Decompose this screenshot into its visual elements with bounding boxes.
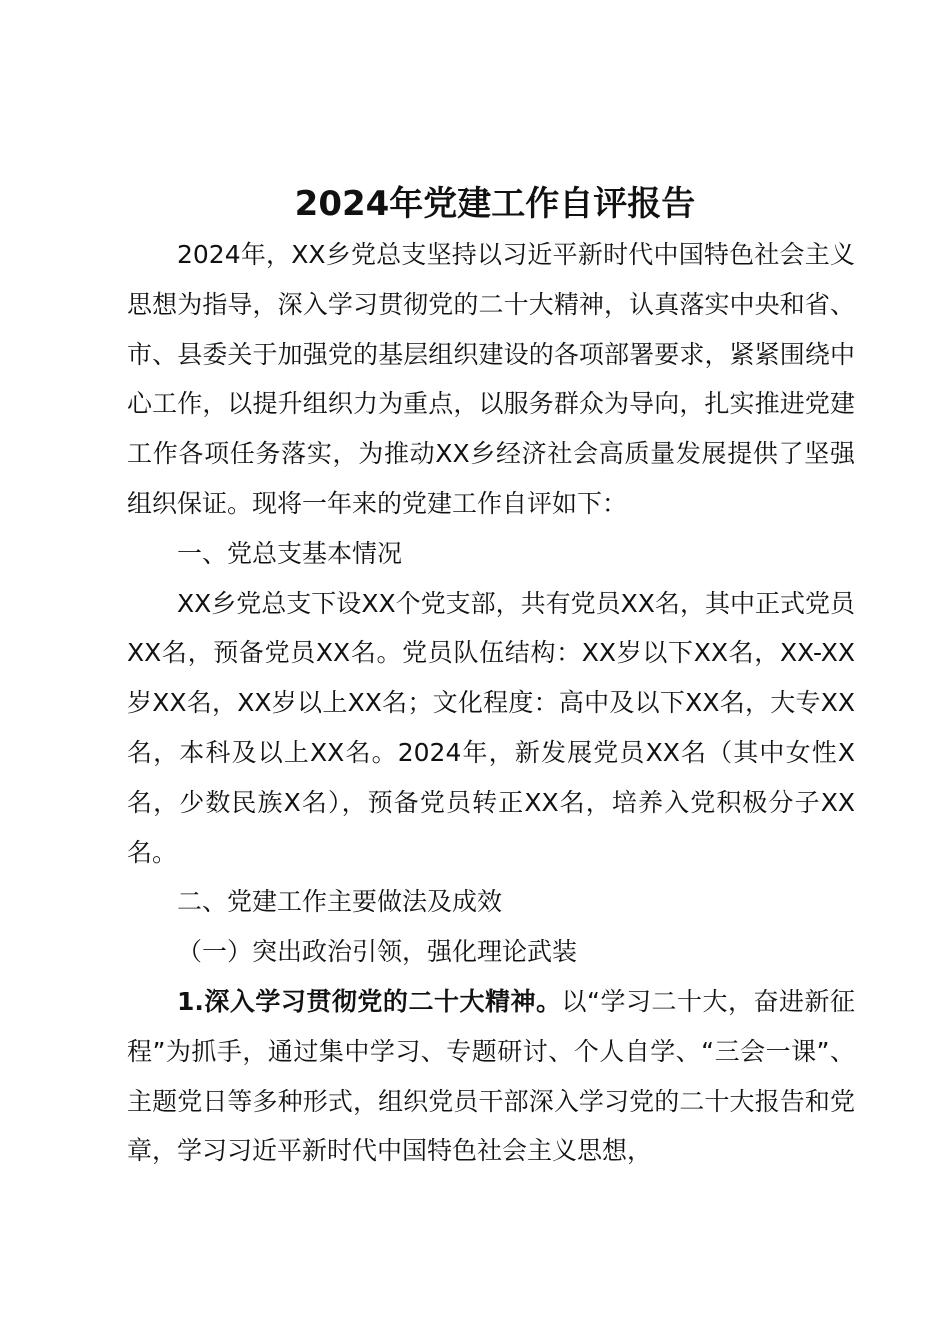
- document-title: 2024年党建工作自评报告: [294, 184, 696, 224]
- item-1-body: 以“学习二十大，奋进新征程”为抓手，通过集中学习、专题研讨、个人自学、“三会一课”、主题党日等多种形式，组织党员干部深入学习党的二十大报告和党章，学习习近平新时代中国特色社会主义思想，: [127, 986, 855, 1166]
- section-1-heading: 一、党总支基本情况: [177, 538, 403, 568]
- section-2-heading: 二、党建工作主要做法及成效: [177, 887, 503, 917]
- document-page: [127, 178, 855, 1176]
- item-1-paragraph: [127, 977, 855, 1176]
- section-1-body: XX乡党总支下设XX个党支部，共有党员XX名，其中正式党员XX名，预备党员XX名。党员队伍结构：XX岁以下XX名，XX-XX岁XX名，XX岁以上XX名；文化程度：高中及以下XX名，大专XX名，本科及以上XX名。2024年，新发展党员XX名（其中女性X名，少数民族X名），预备党员转正XX名，培养入党积极分子XX名。: [127, 588, 855, 867]
- subsection-1-heading: （一）突出政治引领，强化理论武装: [177, 937, 578, 967]
- item-1-title: 1.深入学习贯彻党的二十大精神。: [177, 986, 562, 1016]
- intro-paragraph: 2024年，XX乡党总支坚持以习近平新时代中国特色社会主义思想为指导，深入学习贯彻党的二十大精神，认真落实中央和省、市、县委关于加强党的基层组织建设的各项部署要求，紧紧围绕中心工作，以提升组织力为重点，以服务群众为导向，扎实推进党建工作各项任务落实，为推动XX乡经济社会高质量发展提供了坚强组织保证。现将一年来的党建工作自评如下：: [127, 240, 855, 518]
